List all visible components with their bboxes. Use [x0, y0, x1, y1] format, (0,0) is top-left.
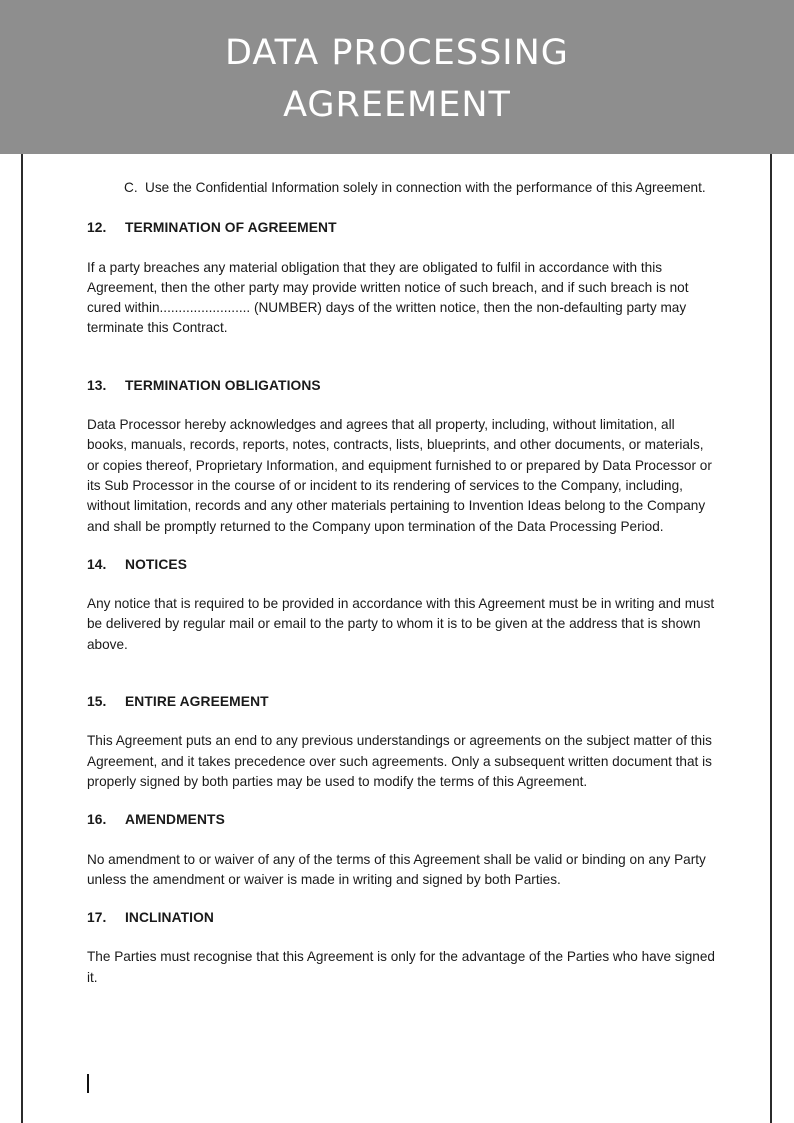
section-heading-17 — [87, 908, 717, 928]
banner-title-line-2: AGREEMENT — [283, 85, 511, 125]
section-heading-16 — [87, 810, 717, 830]
text-cursor — [87, 1074, 89, 1093]
section-body-17: The Parties must recognise that this Agreement is only for the advantage of the Parties who have signed it. — [87, 949, 715, 985]
section-title: ENTIRE AGREEMENT — [125, 694, 269, 710]
section-title: INCLINATION — [125, 910, 214, 926]
section-number: 16. — [87, 812, 107, 828]
section-heading-13 — [87, 376, 717, 396]
banner-title-line-1: DATA PROCESSING — [225, 33, 569, 73]
section-body-15: This Agreement puts an end to any previous understandings or agreements on the subject matter of this Agreement, and it takes precedence over such agreements. Only a subsequent written document that is properly signed by both parties may be used to modify the terms of this Agreement. — [87, 733, 712, 789]
title-banner — [0, 0, 794, 154]
section-body-12: If a party breaches any material obligation that they are obligated to fulfil in accordance with this Agreement, then the other party may provide written notice of such breach, and if such breach is not cured within........................ (NUMBER) days of the written notice, then the non-defaulting party may terminate this Contract. — [87, 259, 689, 336]
section-heading-15 — [87, 692, 717, 712]
section-body-14: Any notice that is required to be provided in accordance with this Agreement must be in writing and must be delivered by regular mail or email to the party to whom it is to be given at the address that is shown above. — [87, 596, 715, 652]
section-title: AMENDMENTS — [125, 812, 225, 828]
section-number: 12. — [87, 220, 107, 236]
section-body-13: Data Processor hereby acknowledges and agrees that all property, including, without limitation, all books, manuals, records, reports, notes, contracts, lists, blueprints, and other documents, or materials, or copies thereof, Proprietary Information, and equipment furnished to or prepared by Data Processor or its Sub Processor in the course of or incident to its rendering of services to the Company, including, without limitation, records and any other materials pertaining to Invention Ideas belong to the Company and shall be promptly returned to the Company upon termination of the Data Processing Period. — [87, 417, 712, 534]
section-title: NOTICES — [125, 556, 188, 572]
section-heading-14 — [87, 555, 717, 575]
section-body-16: No amendment to or waiver of any of the terms of this Agreement shall be valid or binding on any Party unless the amendment or waiver is made in writing and signed by both Parties. — [87, 851, 706, 887]
page-border-right — [770, 154, 772, 1123]
section-number: 17. — [87, 910, 107, 926]
document-body[interactable] — [87, 178, 717, 988]
section-heading-12 — [87, 218, 717, 238]
page-border-left — [21, 154, 23, 1123]
list-item-text: Use the Confidential Information solely in connection with the performance of this Agreement. — [145, 180, 706, 195]
section-title: TERMINATION OBLIGATIONS — [125, 377, 321, 393]
section-number: 14. — [87, 556, 107, 572]
list-item-c — [87, 178, 717, 198]
list-marker: C. — [124, 180, 138, 195]
section-number: 13. — [87, 377, 107, 393]
section-number: 15. — [87, 694, 107, 710]
section-title: TERMINATION OF AGREEMENT — [125, 220, 337, 236]
